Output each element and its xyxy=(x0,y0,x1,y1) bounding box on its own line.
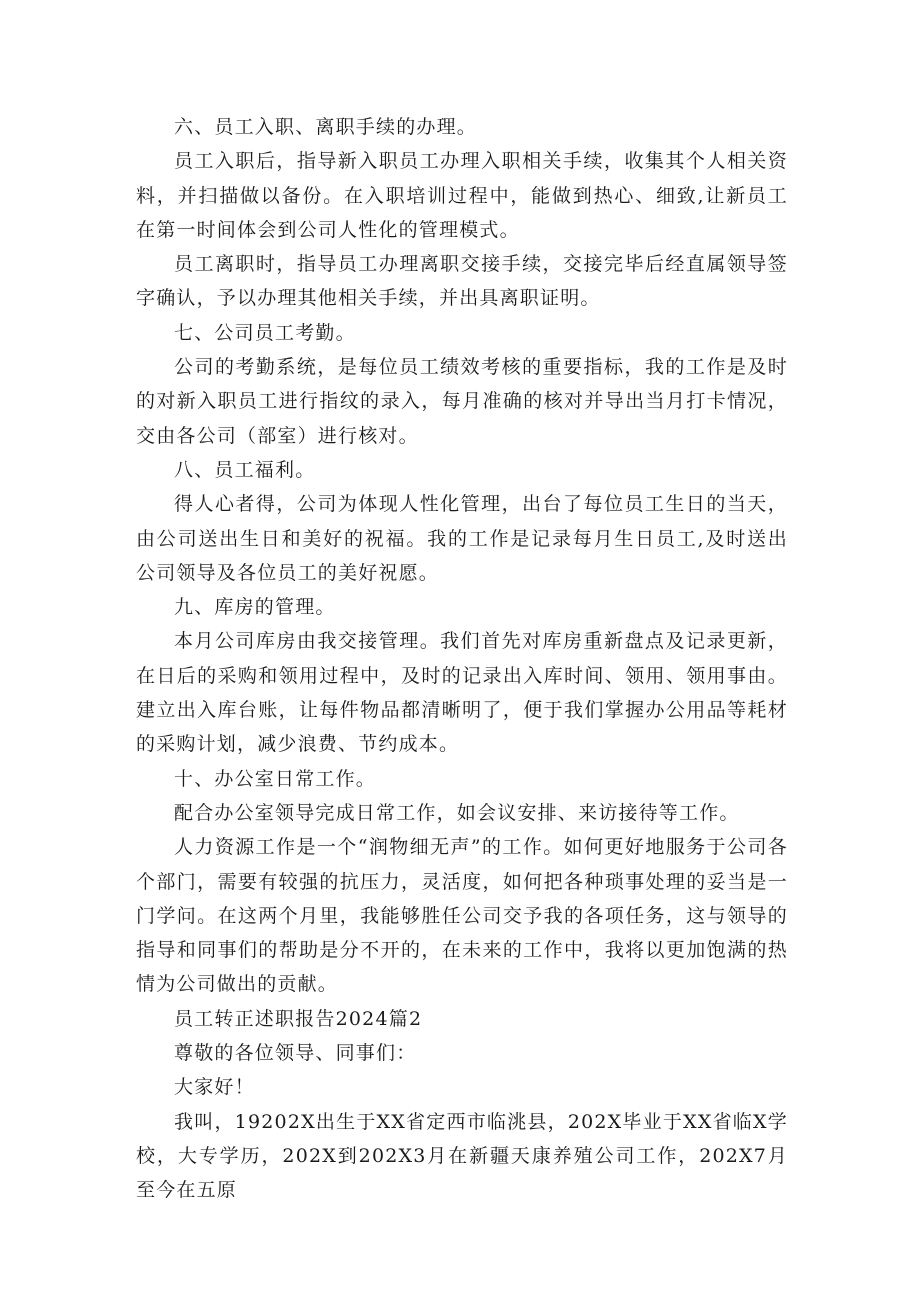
body-paragraph: 得人心者得，公司为体现人性化管理，出台了每位员工生日的当天，由公司送出生日和美好的祝福。我的工作是记录每月生日员工,及时送出公司领导及各位员工的美好祝愿。 xyxy=(136,493,788,584)
section-heading: 六、员工入职、离职手续的办理。 xyxy=(174,116,478,138)
section-heading: 九、库房的管理。 xyxy=(174,596,336,619)
body-paragraph: 员工入职后，指导新入职员工办理入职相关手续，收集其个人相关资料，并扫描做以备份。在入职培训过程中，能做到热心、细致,让新员工在第一时间体会到公司人性化的管理模式。 xyxy=(136,150,788,241)
section-heading: 十、办公室日常工作。 xyxy=(174,767,377,790)
greeting: 大家好！ xyxy=(174,1076,255,1099)
section-heading: 八、员工福利。 xyxy=(174,458,316,481)
report-title: 员工转正述职报告2024篇2 xyxy=(174,1007,423,1030)
body-paragraph: 员工离职时，指导员工办理离职交接手续，交接完毕后经直属领导签字确认，予以办理其他相关手续，并出具离职证明。 xyxy=(136,253,788,310)
body-paragraph: 配合办公室领导完成日常工作，如会议安排、来访接待等工作。 xyxy=(174,801,740,824)
body-paragraph: 本月公司库房由我交接管理。我们首先对库房重新盘点及记录更新，在日后的采购和领用过程中，及时的记录出入库时间、领用、领用事由。建立出入库台账，让每件物品都清晰明了，便于我们掌握办公用品等耗材的采购计划，减少浪费、节约成本。 xyxy=(136,630,788,756)
document-body xyxy=(136,110,788,1208)
section-heading: 七、公司员工考勤。 xyxy=(174,321,356,344)
body-paragraph: 人力资源工作是一个“润物细无声”的工作。如何更好地服务于公司各个部门，需要有较强的抗压力，灵活度，如何把各种琐事处理的妥当是一门学问。在这两个月里，我能够胜任公司交予我的各项任务，这与领导的指导和同事们的帮助是分不开的，在未来的工作中，我将以更加饱满的热情为公司做出的贡献。 xyxy=(136,836,788,996)
body-paragraph: 公司的考勤系统，是每位员工绩效考核的重要指标，我的工作是及时的对新入职员工进行指纹的录入，每月准确的核对并导出当月打卡情况，交由各公司（部室）进行核对。 xyxy=(136,356,788,447)
body-paragraph: 我叫，19202X出生于XX省定西市临洮县，202X毕业于XX省临X学校，大专学历，202X到202X3月在新疆天康养殖公司工作，202X7月至今在五原 xyxy=(136,1110,788,1202)
salutation: 尊敬的各位领导、同事们： xyxy=(174,1042,417,1065)
